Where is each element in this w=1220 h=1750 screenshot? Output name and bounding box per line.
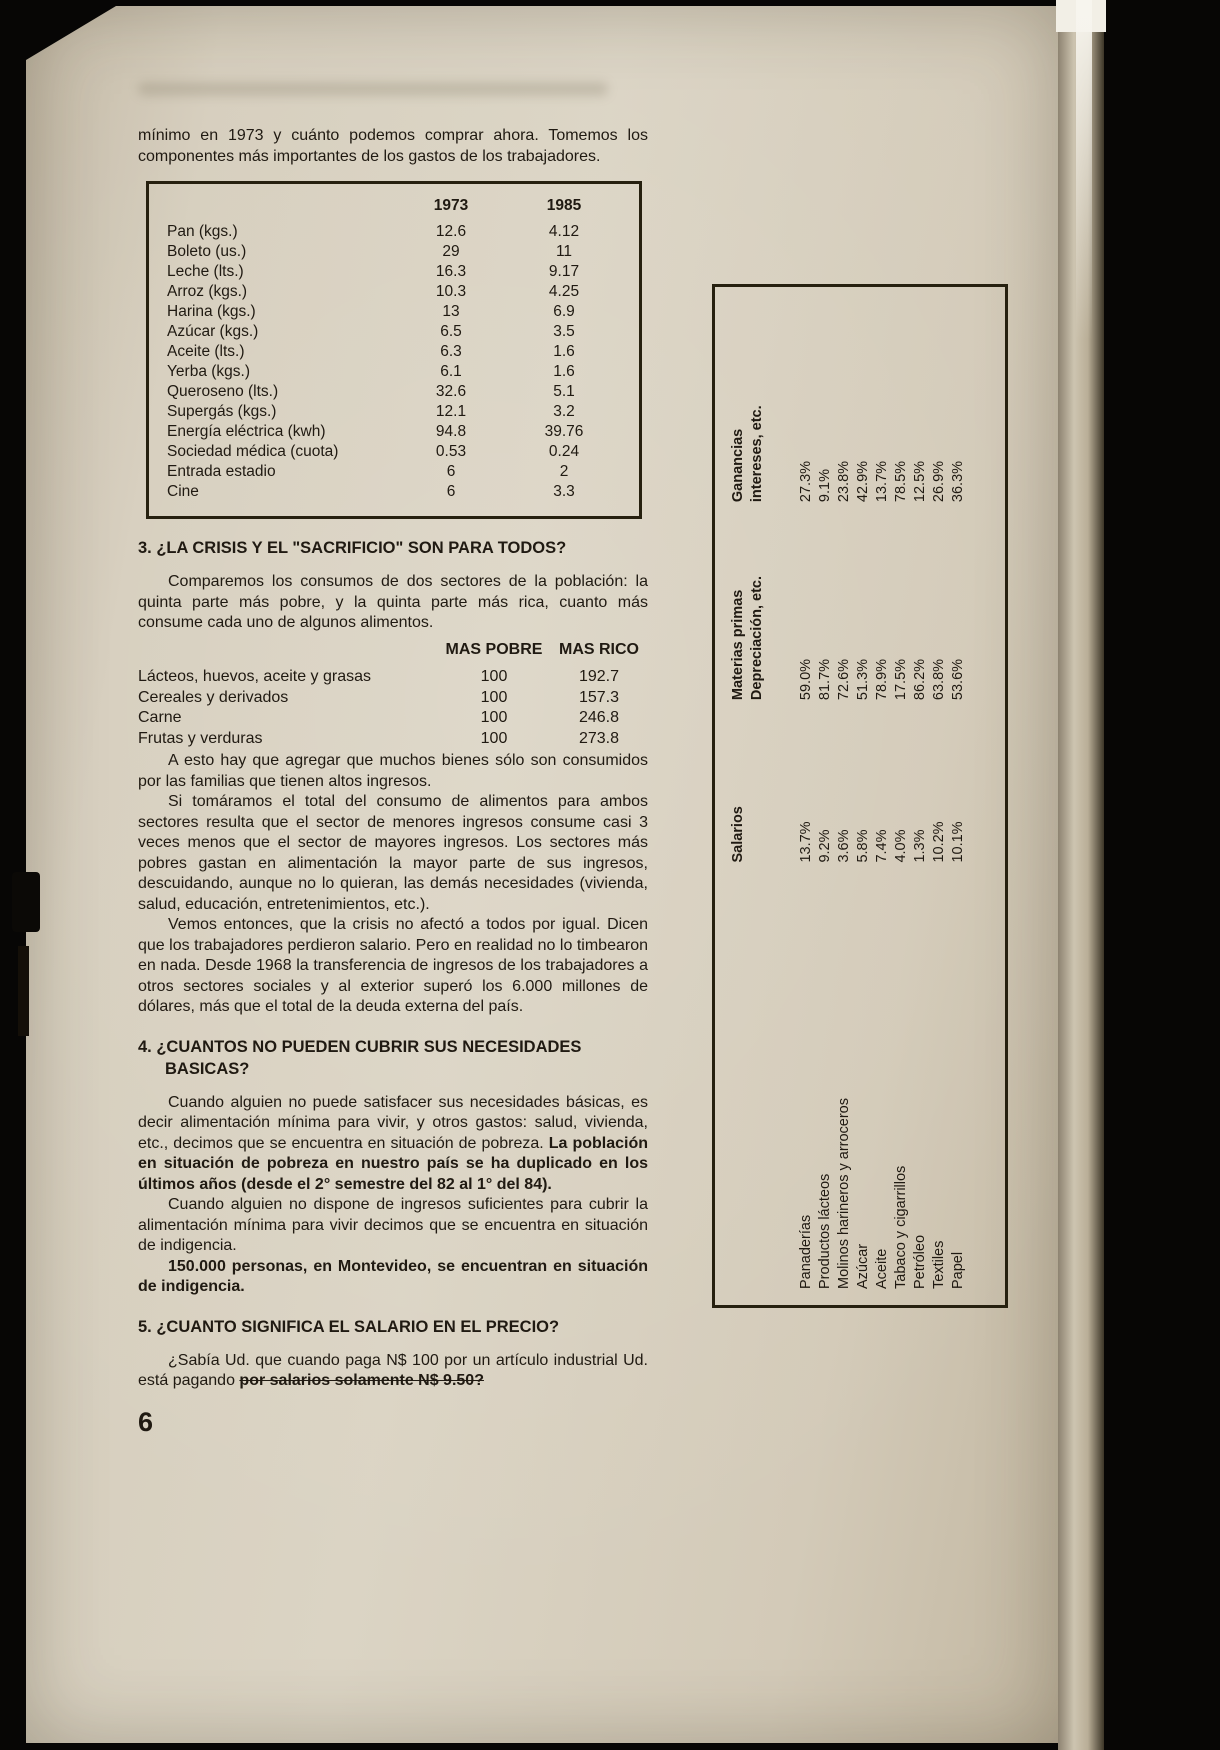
table-row [911,299,930,1289]
value-1973: 32.6 [435,383,467,400]
table-row [930,299,949,1289]
intro-paragraph: mínimo en 1973 y cuánto podemos comprar ahora. Tomemos los componentes más importantes de los gastos de los trabajadores. [138,127,648,165]
consumption-comparison-table [138,638,648,750]
value-1973: 0.53 [435,443,467,460]
industry-label: Textiles [931,1240,947,1289]
table-row [167,222,623,242]
value-1985: 5.1 [553,383,575,400]
industry-label: Molinos harineros y arroceros [836,1098,852,1289]
table-header-row [138,638,648,668]
value-salarios: 10.1% [950,821,966,863]
section-3-intro: Comparemos los consumos de dos sectores de la población: la quinta parte más pobre, y la quinta parte más rica, cuanto más consume cada uno de algunos alimentos. [138,573,648,631]
page-number: 6 [138,1406,154,1437]
value-1985: 9.17 [548,263,580,280]
item-label: Aceite (lts.) [167,343,245,360]
table-row [854,299,873,1289]
value-1985: 39.76 [544,423,584,440]
table-row [167,282,623,302]
column-header-1973: 1973 [433,197,469,214]
industry-cost-structure-table [729,299,968,1289]
empty-header-cell [729,863,797,1289]
value-mas-rico: 192.7 [578,668,620,685]
item-label: Yerba (kgs.) [167,363,250,380]
value-1985: 4.12 [548,223,580,240]
industry-label: Tabaco y cigarrillos [893,1165,909,1289]
value-ganancias: 13.7% [874,460,890,503]
item-label: Leche (lts.) [167,263,244,280]
value-materias: 51.3% [855,658,871,701]
value-1973: 16.3 [435,263,467,280]
value-ganancias: 9.1% [817,469,833,503]
empty-header-cell [167,196,397,222]
value-1973: 6.5 [440,323,462,340]
industry-label: Petróleo [912,1234,928,1289]
section-4-heading: 4. ¿CUANTOS NO PUEDEN CUBRIR SUS NECESIDADES BASICAS? [138,1037,582,1078]
scan-corner-shadow [26,6,116,60]
section-4-paragraph [138,1093,648,1196]
table-row [167,462,623,482]
value-1985: 0.24 [548,443,580,460]
table-row [167,262,623,282]
value-1985: 3.2 [553,403,575,420]
emphasized-text: por salarios solamente N$ 9.50? [239,1372,484,1389]
value-1985: 4.25 [548,283,580,300]
value-1985: 1.6 [553,363,575,380]
item-label: Pan (kgs.) [167,223,238,240]
section-3-heading: 3. ¿LA CRISIS Y EL "SACRIFICIO" SON PARA TODOS? [138,539,567,557]
industry-cost-structure-box [712,284,1008,1308]
value-ganancias: 36.3% [950,460,966,503]
column-header-mas-rico: MAS RICO [559,640,639,658]
industry-label: Papel [950,1251,966,1289]
table-row [167,322,623,342]
empty-header-cell [138,638,438,668]
value-salarios: 7.4% [874,829,890,863]
table-header-row [167,196,623,222]
table-row [816,299,835,1289]
item-label: Lácteos, huevos, aceite y grasas [138,668,372,685]
section-5-paragraph [138,1351,648,1392]
value-mas-pobre: 100 [480,688,508,706]
value-1973: 6.3 [440,343,462,360]
value-1973: 12.1 [435,403,467,420]
paragraph-text: ¿Sabía Ud. que cuando paga N$ 100 por un artículo industrial Ud. está pagando [138,1351,648,1389]
column-header-salarios: Salarios [730,806,746,863]
table-row [167,302,623,322]
value-mas-pobre: 100 [480,668,508,685]
table-row [138,729,648,750]
table-row [949,299,968,1289]
table-row [167,422,623,442]
value-ganancias: 42.9% [855,460,871,503]
table-row [167,402,623,422]
column-header-1985: 1985 [546,197,582,214]
item-label: Cereales y derivados [138,688,289,706]
section-5-heading: 5. ¿CUANTO SIGNIFICA EL SALARIO EN EL PRECIO? [138,1317,560,1336]
item-label: Harina (kgs.) [167,303,256,320]
value-materias: 17.5% [893,658,909,701]
value-mas-rico: 157.3 [578,688,620,706]
header-line-2: Depreciación, etc. [749,575,765,701]
price-comparison-box [146,181,642,519]
value-mas-pobre: 100 [480,729,508,747]
industry-label: Productos lácteos [817,1173,833,1289]
table-row [873,299,892,1289]
item-label: Sociedad médica (cuota) [167,443,339,460]
value-1985: 2 [559,463,569,480]
item-label: Entrada estadio [167,463,276,480]
page-edge-highlight [1076,0,1092,340]
value-1973: 29 [442,243,460,260]
emphasized-text: La población en situación de pobreza en nuestro país se ha duplicado en los últimos años (desde el 2° semestre del 82 al 1° del 84). [138,1134,648,1193]
price-comparison-table [167,196,623,502]
table-row [167,482,623,502]
value-ganancias: 12.5% [912,460,928,503]
value-materias: 63.8% [931,658,947,701]
industry-label: Aceite [874,1248,890,1289]
binding-mark [18,946,29,1036]
item-label: Frutas y verduras [138,729,263,747]
table-row [892,299,911,1289]
value-ganancias: 26.9% [931,460,947,503]
value-1985: 1.6 [553,343,575,360]
value-mas-rico: 273.8 [578,729,620,747]
binding-mark [12,872,40,932]
scanned-page [26,6,1058,1743]
print-ghost-artifact [138,82,608,96]
value-mas-rico: 246.8 [578,709,620,726]
item-label: Boleto (us.) [167,243,247,260]
table-row [138,667,648,688]
paragraph-text: Cuando alguien no puede satisfacer sus necesidades básicas, es decir alimentación mínima para vivir, y otros gastos: salud, vivienda, etc., decimos que se encuentra en situación de pobreza. [138,1093,648,1152]
value-1985: 3.5 [553,323,575,340]
header-line-1: Materias primas [730,589,746,701]
table-row [167,442,623,462]
rotated-table-container [715,287,999,1299]
item-label: Energía eléctrica (kwh) [167,423,326,440]
table-row [167,362,623,382]
value-materias: 72.6% [836,658,852,701]
value-1973: 6.1 [440,363,462,380]
value-mas-pobre: 100 [480,709,508,726]
industry-label: Panaderías [798,1214,814,1289]
value-1973: 10.3 [435,283,467,300]
table-row [138,708,648,729]
column-header-ganancias [729,299,797,502]
value-materias: 59.0% [798,658,814,701]
table-row [797,299,816,1289]
value-salarios: 5.8% [855,829,871,863]
item-label: Arroz (kgs.) [167,283,248,300]
value-1973: 12.6 [435,223,467,240]
table-row [167,242,623,262]
value-materias: 53.6% [950,658,966,701]
value-salarios: 1.3% [912,829,928,863]
section-3-paragraph: Si tomáramos el total del consumo de alimentos para ambos sectores resulta que el sector de menores ingresos consume casi 3 veces menos que el sector de mayores ingresos. Los sectores más pobres gastan en alimentación la mayor parte de sus ingresos, descuidando, aunque no lo quieran, las demás necesidades (vivienda, salud, educación, entretenimientos, etc.). [138,793,648,913]
industry-label: Azúcar [855,1243,871,1289]
item-label: Supergás (kgs.) [167,403,277,420]
section-4-paragraph: Cuando alguien no dispone de ingresos suficientes para cubrir la alimentación mínima para vivir decimos que se encuentra en situación de indigencia. [138,1196,648,1254]
value-1973: 6 [446,463,456,480]
table-row [167,382,623,402]
value-salarios: 13.7% [798,821,814,863]
section-4-paragraph-bold: 150.000 personas, en Montevideo, se encuentran en situación de indigencia. [138,1257,648,1295]
value-1985: 11 [555,243,573,260]
value-ganancias: 27.3% [798,460,814,503]
value-salarios: 9.2% [817,829,833,863]
header-line-1: Ganancias [730,428,746,503]
item-label: Azúcar (kgs.) [167,323,259,340]
header-line-2: intereses, etc. [749,405,765,503]
value-1973: 13 [442,303,460,320]
section-3-paragraph: Vemos entonces, que la crisis no afectó a todos por igual. Dicen que los trabajadores perdieron salario. Pero en realidad no lo timbearon en nada. Desde 1968 la transferencia de ingresos de los trabajadores a otros sectores sociales y al exterior superó los 6.000 millones de dólares, más que el total de la deuda externa del país. [138,916,648,1015]
value-materias: 81.7% [817,658,833,701]
value-materias: 86.2% [912,658,928,701]
table-row [835,299,854,1289]
value-ganancias: 78.5% [893,460,909,503]
value-1985: 6.9 [553,303,575,320]
value-salarios: 10.2% [931,821,947,863]
table-row [167,342,623,362]
column-header-mas-pobre: MAS POBRE [445,640,543,658]
value-materias: 78.9% [874,658,890,701]
item-label: Carne [138,709,182,726]
value-salarios: 3.6% [836,829,852,863]
value-1985: 3.3 [553,483,575,500]
table-header-row [729,299,797,1289]
value-1973: 94.8 [435,423,467,440]
column-header-materias-primas [729,502,797,700]
value-salarios: 4.0% [893,829,909,863]
value-1973: 6 [446,483,456,500]
section-3-paragraph: A esto hay que agregar que muchos bienes sólo son consumidos por las familias que tienen altos ingresos. [138,752,648,790]
main-text-column [138,126,648,1437]
table-row [138,688,648,709]
item-label: Queroseno (lts.) [167,383,279,400]
item-label: Cine [167,483,199,500]
value-ganancias: 23.8% [836,460,852,503]
